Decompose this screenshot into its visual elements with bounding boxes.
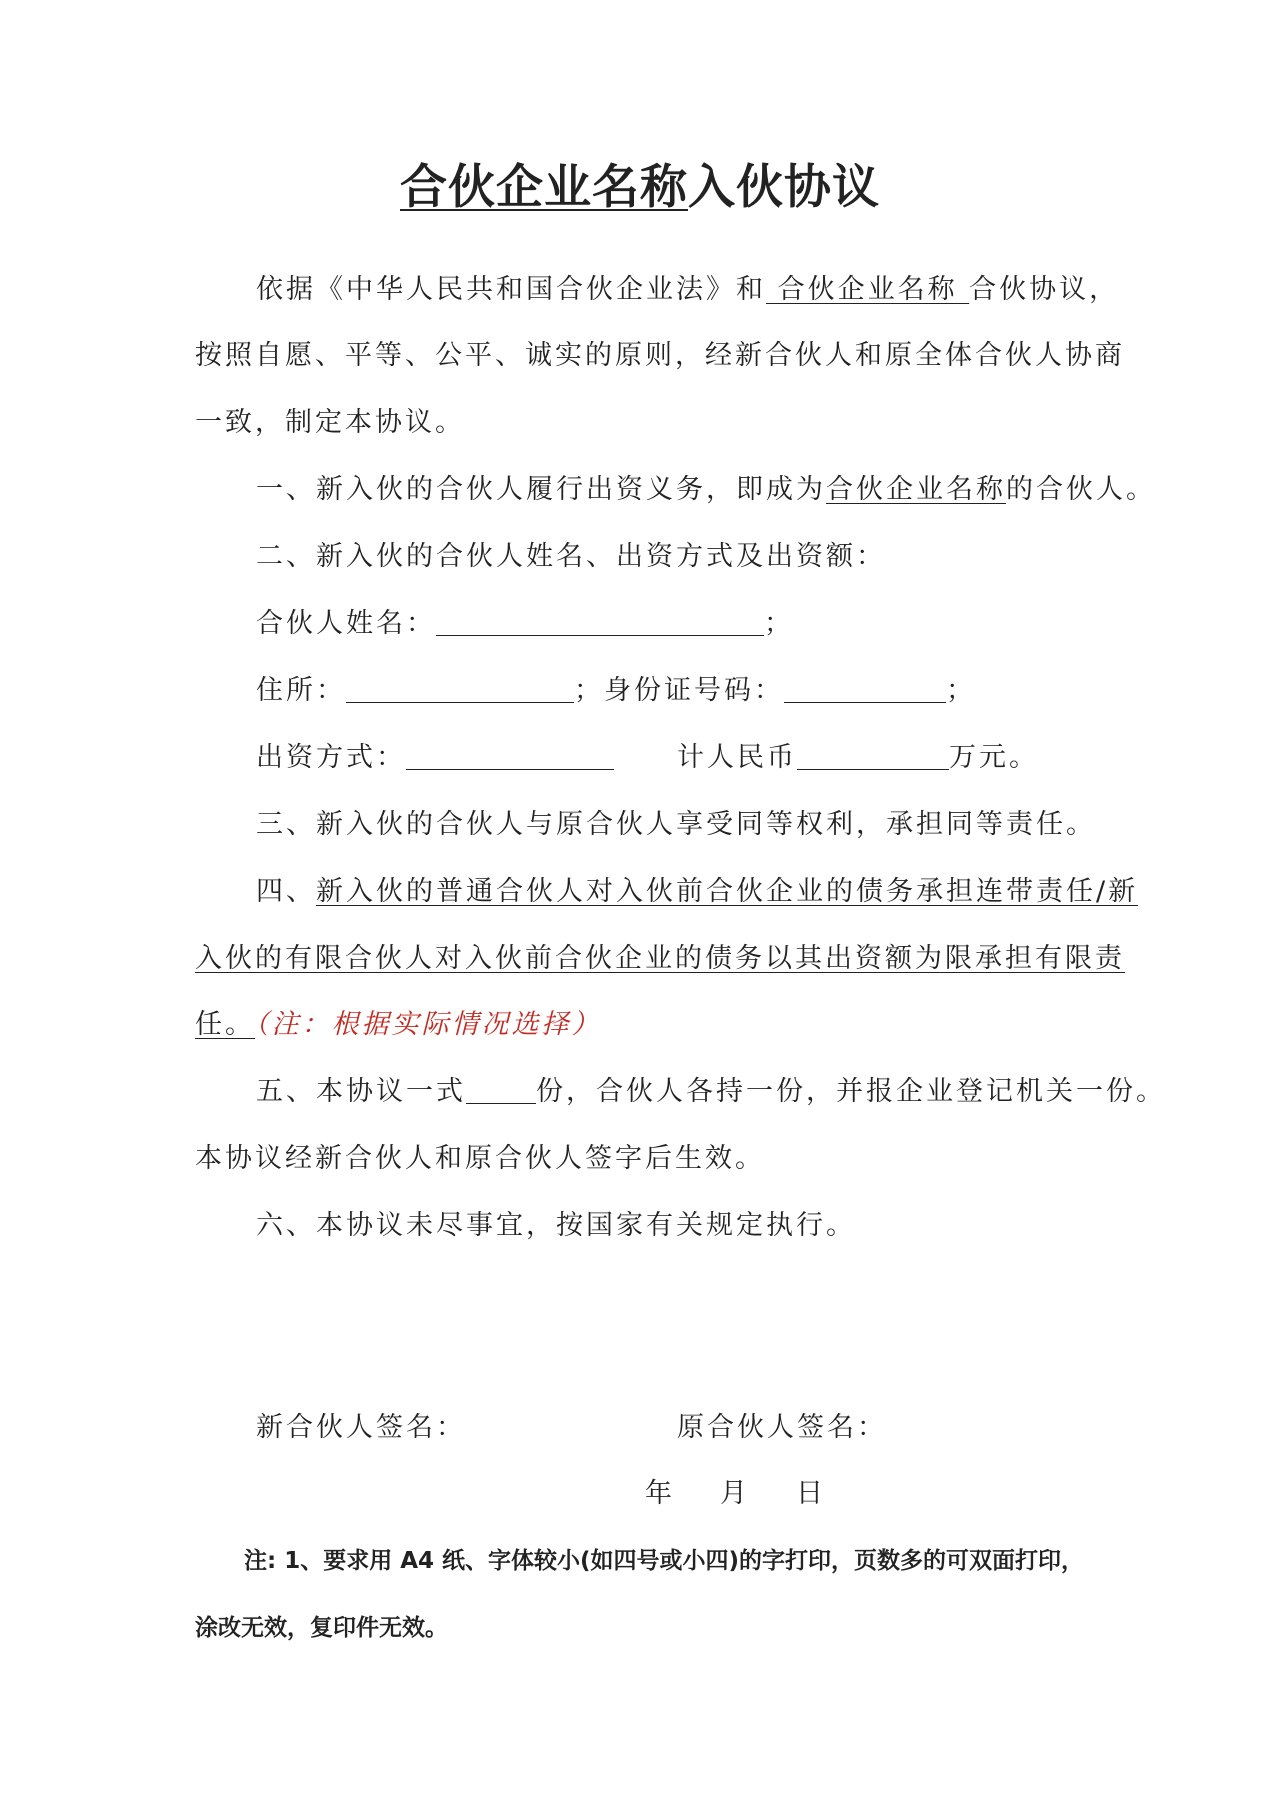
partner-name-blank[interactable] <box>436 605 764 636</box>
clause-5-line-1 <box>256 1072 1166 1112</box>
clause-1-text-a: 一、新入伙的合伙人履行出资义务，即成为 <box>256 474 826 505</box>
clause-4-line-2 <box>195 939 1125 979</box>
intro-company-name: 合伙企业名称 <box>766 274 970 305</box>
contribution-row <box>256 738 614 778</box>
document-title <box>0 158 1280 218</box>
title-company-name: 合伙企业名称 <box>400 160 688 215</box>
clause-4-text-3: 任。 <box>195 1009 255 1040</box>
clause-4-note: （注：根据实际情况选择） <box>255 1009 602 1040</box>
clause-1-company-name: 合伙企业名称 <box>826 474 1006 505</box>
date-year: 年 <box>645 1478 675 1509</box>
partner-name-semicolon: ； <box>764 608 794 639</box>
partner-name-row <box>256 604 794 644</box>
contribution-method-blank[interactable] <box>406 739 614 770</box>
original-partner-signature-label: 原合伙人签名： <box>677 1412 887 1443</box>
footnote-line-1: 注: 1、要求用 A4 纸、字体较小(如四号或小四)的字打印，页数多的可双面打印， <box>244 1548 1085 1574</box>
date-month: 月 <box>720 1478 750 1509</box>
clause-6: 六、本协议未尽事宜，按国家有关规定执行。 <box>256 1210 856 1241</box>
clause-5-text-a: 五、本协议一式 <box>256 1076 466 1107</box>
unit-label: 万元。 <box>949 742 1039 773</box>
intro-text-b: 合伙协议， <box>969 274 1120 305</box>
amount-blank[interactable] <box>797 739 949 770</box>
title-suffix: 入伙协议 <box>688 160 880 215</box>
intro-line-2: 按照自愿、平等、公平、诚实的原则，经新合伙人和原全体合伙人协商 <box>195 340 1125 371</box>
intro-line-3: 一致，制定本协议。 <box>195 407 465 438</box>
contribution-method-label: 出资方式： <box>256 742 406 773</box>
copies-blank[interactable] <box>466 1073 536 1104</box>
address-blank[interactable] <box>346 672 574 703</box>
new-partner-signature-label: 新合伙人签名： <box>256 1412 466 1443</box>
clause-1-text-b: 的合伙人。 <box>1006 474 1156 505</box>
address-label: 住所： <box>256 675 346 706</box>
clause-4-line-1 <box>256 872 1138 912</box>
intro-line-1 <box>256 270 1119 310</box>
clause-4-line-3 <box>195 1005 602 1045</box>
amount-row <box>677 738 1039 778</box>
rmb-label: 计人民币 <box>677 742 797 773</box>
clause-4-text-2: 入伙的有限合伙人对入伙前合伙企业的债务以其出资额为限承担有限责 <box>195 943 1125 974</box>
clause-5-text-b: 份，合伙人各持一份，并报企业登记机关一份。 <box>536 1076 1166 1107</box>
clause-1 <box>256 470 1156 510</box>
clause-3: 三、新入伙的合伙人与原合伙人享受同等权利，承担同等责任。 <box>256 809 1096 840</box>
id-semicolon: ； <box>946 675 976 706</box>
clause-4-text-1: 新入伙的普通合伙人对入伙前合伙企业的债务承担连带责任/新 <box>316 876 1139 907</box>
partner-name-label: 合伙人姓名： <box>256 608 436 639</box>
id-number-blank[interactable] <box>784 672 946 703</box>
clause-5-line-2: 本协议经新合伙人和原合伙人签字后生效。 <box>195 1143 765 1174</box>
address-id-row <box>256 671 976 711</box>
clause-4-prefix: 四、 <box>256 876 316 907</box>
intro-text-a: 依据《中华人民共和国合伙企业法》和 <box>256 274 766 305</box>
date-day: 日 <box>796 1478 826 1509</box>
id-number-label: ；身份证号码： <box>574 675 784 706</box>
footnote-line-2: 涂改无效，复印件无效。 <box>195 1615 448 1641</box>
clause-2: 二、新入伙的合伙人姓名、出资方式及出资额： <box>256 541 886 572</box>
